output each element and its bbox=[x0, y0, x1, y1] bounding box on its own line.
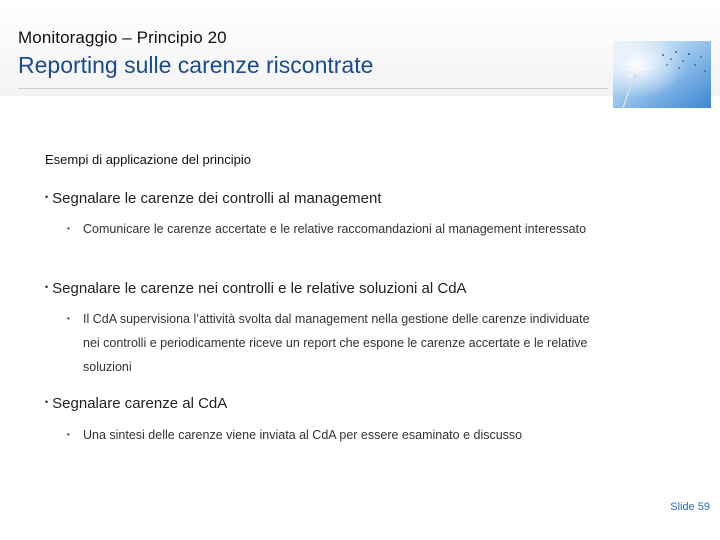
bullet-text: Segnalare le carenze nei controlli e le relative soluzioni al CdA bbox=[52, 280, 467, 297]
sub-bullet-item bbox=[67, 307, 607, 379]
bullet-text: Segnalare carenze al CdA bbox=[52, 395, 228, 412]
sub-bullet-text: Comunicare le carenze accertate e le relative raccomandazioni al management interessato bbox=[83, 222, 587, 236]
sub-bullet-item bbox=[67, 217, 607, 241]
bullet-item bbox=[45, 395, 227, 412]
sub-bullet-text: Una sintesi delle carenze viene inviata al CdA per essere esaminato e discusso bbox=[83, 428, 523, 442]
sub-bullet-item bbox=[67, 423, 607, 447]
sub-bullet-text: Il CdA supervisiona l’attività svolta dal management nella gestione delle carenze individuate nei controlli e periodicamente riceve un report che espone le carenze accertate e le relative soluzioni bbox=[83, 312, 590, 374]
bullet-text: Segnalare le carenze dei controlli al management bbox=[52, 190, 382, 207]
bullet-icon: • bbox=[45, 282, 49, 292]
bullet-icon: • bbox=[45, 397, 49, 407]
bullet-icon: • bbox=[67, 314, 70, 323]
bullet-icon: • bbox=[67, 430, 70, 439]
bullet-icon: • bbox=[45, 192, 49, 202]
slide-subtitle: Monitoraggio – Principio 20 bbox=[18, 28, 227, 47]
slide-title: Reporting sulle carenze riscontrate bbox=[18, 52, 374, 78]
section-heading: Esempi di applicazione del principio bbox=[45, 152, 251, 167]
slide-number: Slide 59 bbox=[670, 501, 710, 513]
bullet-icon: • bbox=[67, 224, 70, 233]
bullet-item bbox=[45, 190, 382, 207]
bullet-item bbox=[45, 280, 467, 297]
